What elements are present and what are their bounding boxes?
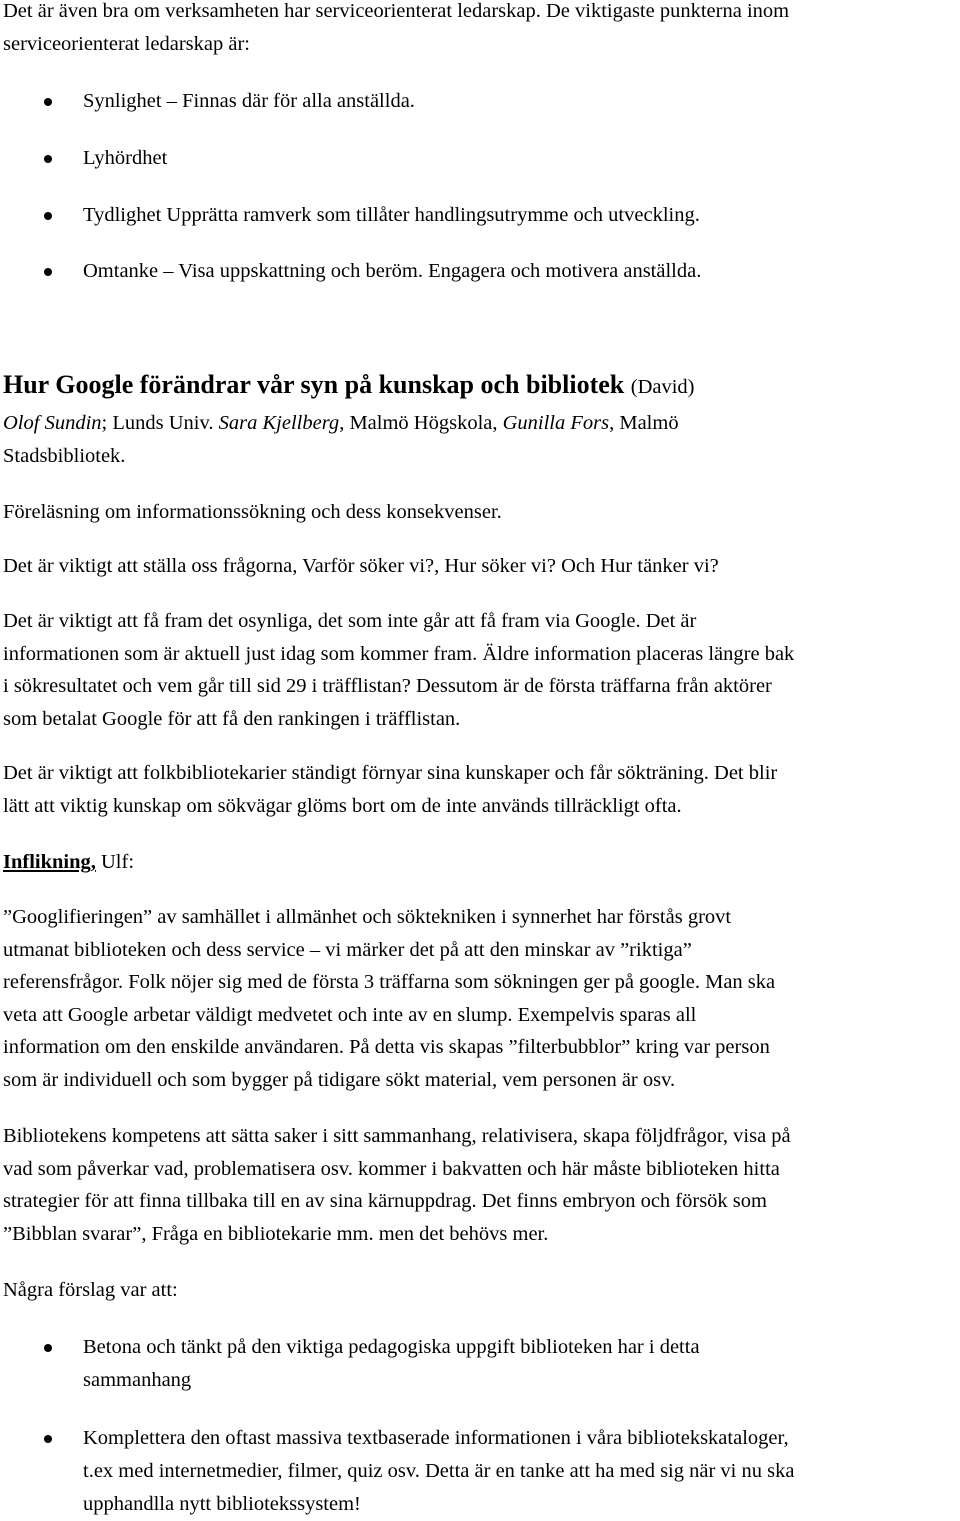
text-line: upphandlla nytt bibliotekssystem! bbox=[83, 1493, 361, 1515]
text-line: lätt att viktig kunskap om sökvägar glöms bort om de inte används tillräckligt ofta. bbox=[3, 794, 682, 817]
speaker-name: Gunilla Fors bbox=[502, 412, 610, 434]
speaker-org: ; Lunds Univ. bbox=[101, 412, 219, 434]
author-note: (David) bbox=[630, 376, 695, 398]
googlification-paragraph bbox=[3, 901, 953, 1096]
bullet-icon bbox=[44, 1344, 52, 1352]
intro-line: serviceorienterat ledarskap är: bbox=[3, 33, 251, 55]
bullet-icon bbox=[44, 212, 52, 220]
text-line: utmanat biblioteken och dess service – vi märker det på att den minskar av ”riktiga” bbox=[3, 938, 692, 961]
bullet-icon bbox=[44, 268, 52, 276]
librarians-paragraph bbox=[3, 757, 953, 822]
text-line: veta att Google arbetar väldigt medvetet och inte av en slump. Exempelvis sparas all bbox=[3, 1003, 697, 1026]
text-line: vad som påverkar vad, problematisera osv. kommer i bakvatten och här måste biblioteken hitta bbox=[3, 1157, 780, 1180]
speaker-name: Olof Sundin bbox=[3, 412, 102, 434]
text-line: informationen som är aktuell just idag som kommer fram. Äldre information placeras längre bak bbox=[3, 642, 795, 665]
list-item bbox=[83, 1331, 948, 1397]
speaker-org: Stadsbibliotek. bbox=[3, 445, 126, 467]
list-item: Omtanke – Visa uppskattning och beröm. Engagera och motivera anställda. bbox=[83, 260, 702, 282]
text-line: ”Bibblan svarar”, Fråga en bibliotekarie mm. men det behövs mer. bbox=[3, 1222, 549, 1245]
proposals-intro: Några förslag var att: bbox=[3, 1279, 178, 1301]
text-line: i sökresultatet och vem går till sid 29 i träfflistan? Dessutom är de första träffarna från aktörer bbox=[3, 675, 772, 697]
bullet-icon bbox=[44, 155, 52, 163]
text-line: t.ex med internetmedier, filmer, quiz osv. Detta är en tanke att ha med sig när vi nu ska bbox=[83, 1460, 795, 1482]
speaker-name: Sara Kjellberg bbox=[218, 412, 340, 434]
reflection-heading bbox=[3, 846, 953, 879]
text-line: sammanhang bbox=[83, 1369, 192, 1391]
speaker-org: , Malmö Högskola, bbox=[339, 412, 503, 434]
text-line: ”Googlifieringen” av samhället i allmänhet och söktekniken i synnerhet har förstås grovt bbox=[3, 906, 732, 928]
text-line: information om den enskilde användaren. På detta vis skapas ”filterbubblor” kring var person bbox=[3, 1036, 770, 1058]
list-item: Lyhördhet bbox=[83, 147, 168, 169]
speakers-paragraph bbox=[3, 407, 953, 473]
intro-paragraph bbox=[3, 0, 953, 61]
text-line: Komplettera den oftast massiva textbaserade informationen i våra bibliotekskataloger, bbox=[83, 1427, 789, 1449]
reflection-label: Inflikning, bbox=[3, 851, 96, 873]
text-line: Det är viktigt att få fram det osynliga, det som inte går att få fram via Google. Det är bbox=[3, 610, 697, 632]
section-title: Hur Google förändrar vår syn på kunskap och bibliotek bbox=[3, 370, 625, 399]
list-item: Synlighet – Finnas där för alla anställda. bbox=[83, 90, 415, 112]
reflection-author: Ulf: bbox=[95, 851, 135, 873]
bullet-icon bbox=[44, 98, 52, 106]
intro-line: Det är även bra om verksamheten har serviceorienterat ledarskap. De viktigaste punkterna inom bbox=[3, 0, 790, 22]
list-item bbox=[83, 1422, 948, 1521]
lecture-paragraph: Föreläsning om informationssökning och dess konsekvenser. bbox=[3, 501, 502, 523]
invisible-info-paragraph bbox=[3, 605, 953, 735]
text-line: Bibliotekens kompetens att sätta saker i sitt sammanhang, relativisera, skapa följdfrågor, visa på bbox=[3, 1125, 791, 1147]
questions-paragraph: Det är viktigt att ställa oss frågorna, Varför söker vi?, Hur söker vi? Och Hur tänker vi? bbox=[3, 555, 719, 577]
text-line: referensfrågor. Folk nöjer sig med de första 3 träffarna som sökningen ger på google. Man ska bbox=[3, 971, 776, 993]
text-line: strategier för att finna tillbaka till en av sina kärnuppdrag. Det finns embryon och försök som bbox=[3, 1190, 767, 1212]
competence-paragraph bbox=[3, 1120, 953, 1250]
speaker-org: , Malmö bbox=[609, 412, 679, 434]
text-line: Betona och tänkt på den viktiga pedagogiska uppgift biblioteken har i detta bbox=[83, 1336, 700, 1358]
text-line: som betalat Google för att få den rankingen i träfflistan. bbox=[3, 707, 461, 730]
text-line: som är individuell och som bygger på tidigare sökt material, vem personen är osv. bbox=[3, 1068, 676, 1091]
bullet-icon bbox=[44, 1435, 52, 1443]
section-heading bbox=[3, 368, 953, 404]
text-line: Det är viktigt att folkbibliotekarier ständigt förnyar sina kunskaper och får sökträning. Det blir bbox=[3, 762, 778, 784]
list-item: Tydlighet Upprätta ramverk som tillåter handlingsutrymme och utveckling. bbox=[83, 204, 700, 226]
